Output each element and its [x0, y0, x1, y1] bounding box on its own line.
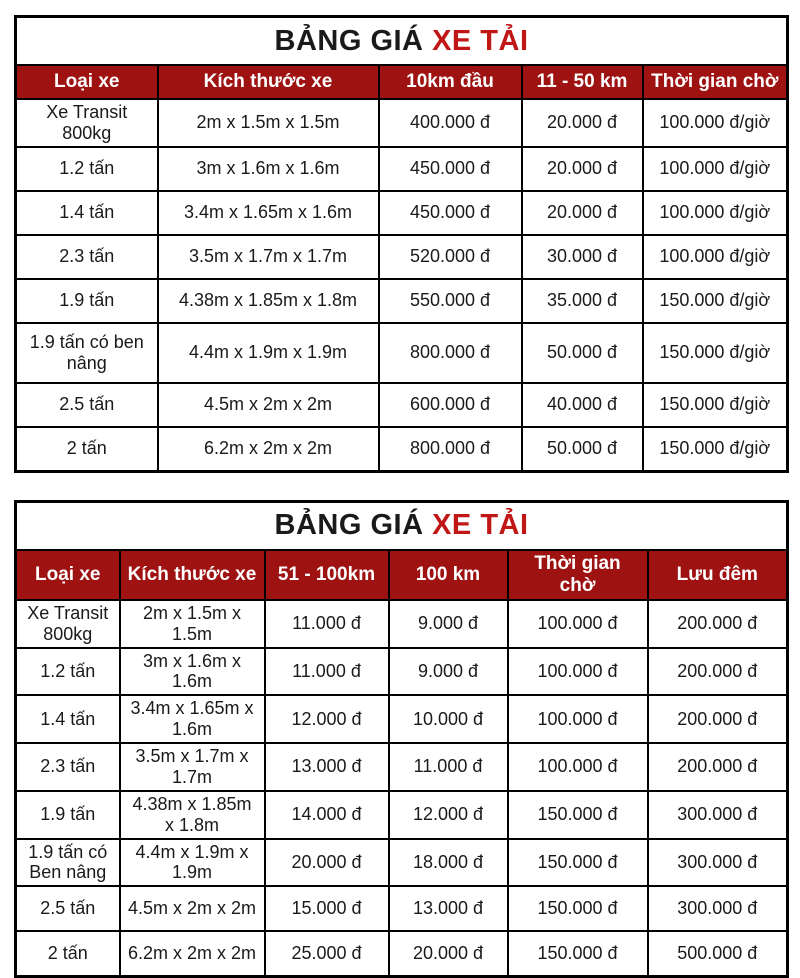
cell-vehicle-type: 2.5 tấn	[16, 886, 120, 931]
cell-waiting-fee: 150.000 đ/giờ	[643, 427, 788, 472]
cell-dimensions: 2m x 1.5m x 1.5m	[158, 99, 379, 147]
table-row	[16, 427, 788, 472]
cell-price-51-100km: 15.000 đ	[265, 886, 389, 931]
table-row	[16, 191, 788, 235]
col-header-11-50km: 11 - 50 km	[522, 65, 643, 99]
cell-waiting-fee: 100.000 đ	[508, 600, 648, 648]
col-header-51-100km: 51 - 100km	[265, 550, 389, 600]
cell-vehicle-type: 1.9 tấn có Ben nâng	[16, 839, 120, 887]
cell-vehicle-type: 1.4 tấn	[16, 695, 120, 743]
cell-waiting-fee: 100.000 đ	[508, 743, 648, 791]
cell-waiting-fee: 150.000 đ/giờ	[643, 323, 788, 383]
cell-dimensions: 3m x 1.6m x 1.6m	[120, 648, 265, 696]
cell-price-11-50km: 40.000 đ	[522, 383, 643, 427]
table-row	[16, 695, 788, 743]
cell-dimensions: 3.4m x 1.65m x 1.6m	[120, 695, 265, 743]
cell-vehicle-type: 2.5 tấn	[16, 383, 158, 427]
cell-vehicle-type: 2.3 tấn	[16, 743, 120, 791]
price-table-first-50km	[14, 15, 789, 473]
column-header-row	[16, 65, 788, 99]
cell-waiting-fee: 100.000 đ/giờ	[643, 99, 788, 147]
table-title	[16, 17, 788, 66]
cell-price-first-10km: 400.000 đ	[379, 99, 522, 147]
cell-vehicle-type: 1.9 tấn	[16, 279, 158, 323]
column-header-row	[16, 550, 788, 600]
cell-overnight-fee: 500.000 đ	[648, 931, 788, 977]
cell-vehicle-type: Xe Transit 800kg	[16, 99, 158, 147]
cell-dimensions: 6.2m x 2m x 2m	[158, 427, 379, 472]
cell-vehicle-type: 1.4 tấn	[16, 191, 158, 235]
title-text-black: BẢNG GIÁ	[274, 24, 424, 57]
title-row	[16, 17, 788, 66]
cell-overnight-fee: 300.000 đ	[648, 791, 788, 839]
cell-dimensions: 3.5m x 1.7m x 1.7m	[158, 235, 379, 279]
cell-price-11-50km: 20.000 đ	[522, 99, 643, 147]
cell-price-first-10km: 520.000 đ	[379, 235, 522, 279]
table-row	[16, 383, 788, 427]
col-header-waiting-time: Thời gian chờ	[643, 65, 788, 99]
cell-waiting-fee: 150.000 đ/giờ	[643, 383, 788, 427]
cell-waiting-fee: 150.000 đ/giờ	[643, 279, 788, 323]
cell-price-over-100km: 12.000 đ	[389, 791, 508, 839]
table-row	[16, 99, 788, 147]
cell-vehicle-type: 2 tấn	[16, 427, 158, 472]
cell-price-over-100km: 13.000 đ	[389, 886, 508, 931]
cell-dimensions: 4.38m x 1.85m x 1.8m	[158, 279, 379, 323]
cell-price-11-50km: 30.000 đ	[522, 235, 643, 279]
cell-waiting-fee: 150.000 đ	[508, 839, 648, 887]
cell-dimensions: 4.5m x 2m x 2m	[120, 886, 265, 931]
col-header-first-10km: 10km đầu	[379, 65, 522, 99]
table-row	[16, 743, 788, 791]
cell-vehicle-type: 1.2 tấn	[16, 147, 158, 191]
col-header-over-100km: 100 km	[389, 550, 508, 600]
price-table-over-50km	[14, 500, 789, 978]
cell-dimensions: 3.5m x 1.7m x 1.7m	[120, 743, 265, 791]
table-row	[16, 648, 788, 696]
cell-overnight-fee: 200.000 đ	[648, 648, 788, 696]
cell-dimensions: 4.5m x 2m x 2m	[158, 383, 379, 427]
cell-dimensions: 3.4m x 1.65m x 1.6m	[158, 191, 379, 235]
table-row	[16, 600, 788, 648]
cell-price-51-100km: 11.000 đ	[265, 600, 389, 648]
cell-price-over-100km: 9.000 đ	[389, 600, 508, 648]
title-row	[16, 501, 788, 550]
cell-price-51-100km: 12.000 đ	[265, 695, 389, 743]
cell-price-51-100km: 20.000 đ	[265, 839, 389, 887]
cell-waiting-fee: 100.000 đ/giờ	[643, 147, 788, 191]
cell-dimensions: 4.4m x 1.9m x 1.9m	[158, 323, 379, 383]
col-header-waiting-time: Thời gian chờ	[508, 550, 648, 600]
cell-price-11-50km: 20.000 đ	[522, 147, 643, 191]
cell-dimensions: 3m x 1.6m x 1.6m	[158, 147, 379, 191]
cell-waiting-fee: 100.000 đ	[508, 648, 648, 696]
cell-price-first-10km: 550.000 đ	[379, 279, 522, 323]
table-row	[16, 279, 788, 323]
cell-overnight-fee: 300.000 đ	[648, 886, 788, 931]
cell-price-over-100km: 11.000 đ	[389, 743, 508, 791]
cell-price-first-10km: 800.000 đ	[379, 323, 522, 383]
cell-price-51-100km: 14.000 đ	[265, 791, 389, 839]
cell-price-first-10km: 600.000 đ	[379, 383, 522, 427]
table-row	[16, 791, 788, 839]
cell-overnight-fee: 300.000 đ	[648, 839, 788, 887]
cell-waiting-fee: 150.000 đ	[508, 791, 648, 839]
cell-overnight-fee: 200.000 đ	[648, 600, 788, 648]
cell-vehicle-type: 2.3 tấn	[16, 235, 158, 279]
cell-price-first-10km: 800.000 đ	[379, 427, 522, 472]
cell-price-51-100km: 13.000 đ	[265, 743, 389, 791]
cell-price-11-50km: 35.000 đ	[522, 279, 643, 323]
cell-price-first-10km: 450.000 đ	[379, 191, 522, 235]
table-title	[16, 501, 788, 550]
cell-overnight-fee: 200.000 đ	[648, 743, 788, 791]
cell-waiting-fee: 100.000 đ/giờ	[643, 235, 788, 279]
cell-price-over-100km: 9.000 đ	[389, 648, 508, 696]
cell-vehicle-type: Xe Transit 800kg	[16, 600, 120, 648]
cell-vehicle-type: 2 tấn	[16, 931, 120, 977]
col-header-dimensions: Kích thước xe	[158, 65, 379, 99]
col-header-vehicle-type: Loại xe	[16, 550, 120, 600]
col-header-dimensions: Kích thước xe	[120, 550, 265, 600]
cell-price-51-100km: 11.000 đ	[265, 648, 389, 696]
col-header-overnight: Lưu đêm	[648, 550, 788, 600]
table-row	[16, 886, 788, 931]
title-text-red: XE TẢI	[432, 24, 529, 57]
table-row	[16, 147, 788, 191]
table-row	[16, 235, 788, 279]
cell-vehicle-type: 1.9 tấn có ben nâng	[16, 323, 158, 383]
cell-overnight-fee: 200.000 đ	[648, 695, 788, 743]
cell-waiting-fee: 100.000 đ	[508, 695, 648, 743]
cell-waiting-fee: 150.000 đ	[508, 886, 648, 931]
cell-price-11-50km: 50.000 đ	[522, 323, 643, 383]
title-text-red: XE TẢI	[432, 509, 529, 542]
cell-price-over-100km: 10.000 đ	[389, 695, 508, 743]
cell-vehicle-type: 1.9 tấn	[16, 791, 120, 839]
cell-price-over-100km: 18.000 đ	[389, 839, 508, 887]
cell-waiting-fee: 100.000 đ/giờ	[643, 191, 788, 235]
cell-dimensions: 4.4m x 1.9m x 1.9m	[120, 839, 265, 887]
cell-waiting-fee: 150.000 đ	[508, 931, 648, 977]
cell-price-over-100km: 20.000 đ	[389, 931, 508, 977]
cell-price-11-50km: 50.000 đ	[522, 427, 643, 472]
table-row	[16, 839, 788, 887]
cell-price-11-50km: 20.000 đ	[522, 191, 643, 235]
cell-vehicle-type: 1.2 tấn	[16, 648, 120, 696]
cell-dimensions: 6.2m x 2m x 2m	[120, 931, 265, 977]
cell-price-51-100km: 25.000 đ	[265, 931, 389, 977]
cell-price-first-10km: 450.000 đ	[379, 147, 522, 191]
cell-dimensions: 2m x 1.5m x 1.5m	[120, 600, 265, 648]
table-row	[16, 323, 788, 383]
cell-dimensions: 4.38m x 1.85m x 1.8m	[120, 791, 265, 839]
title-text-black: BẢNG GIÁ	[274, 509, 424, 542]
table-row	[16, 931, 788, 977]
col-header-vehicle-type: Loại xe	[16, 65, 158, 99]
